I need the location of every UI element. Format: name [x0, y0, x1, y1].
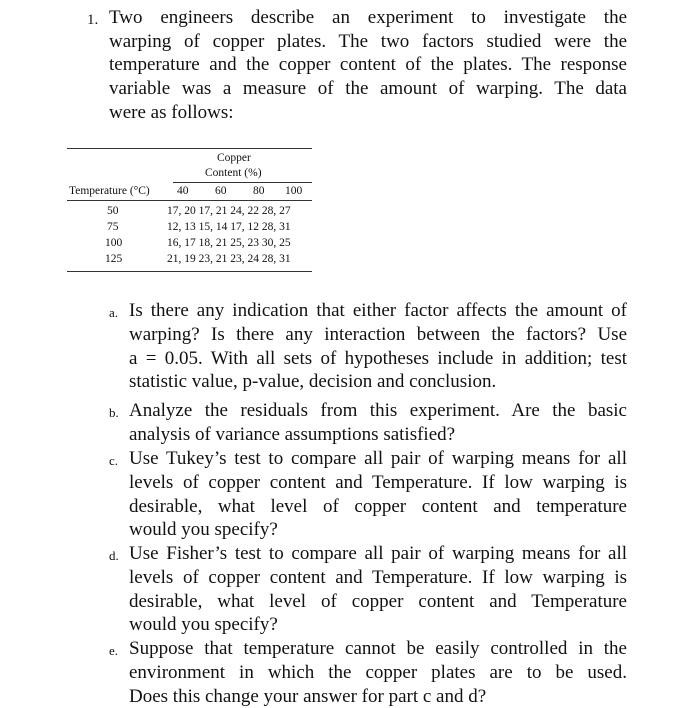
part-line: Suppose that temperature cannot be easily controlled in the	[129, 638, 627, 659]
part-line: Does this change your answer for part c and d?	[129, 685, 487, 707]
intro-line: warping of copper plates. The two factors studied were the	[109, 30, 627, 52]
table-row-temp: 100	[105, 237, 123, 249]
table-row-values: 16, 17 18, 21 25, 23 30, 25	[167, 237, 291, 249]
part-label-a: a.	[109, 305, 119, 320]
part-label-b: b.	[109, 405, 119, 420]
part-line: analysis of variance assumptions satisfied?	[129, 423, 456, 445]
table-row-temp: 50	[107, 205, 119, 217]
table-row-values: 21, 19 23, 21 23, 24 28, 31	[167, 253, 291, 265]
temperature-header: Temperature (°C)	[69, 185, 150, 197]
part-line: Analyze the residuals from this experiment. Are the basic	[129, 400, 627, 421]
column-header: 60	[215, 185, 227, 197]
part-line: Use Fisher’s test to compare all pair of warping means for all	[129, 543, 627, 564]
part-label-c: c.	[109, 453, 119, 468]
copper-header-unit: Content (%)	[205, 167, 262, 179]
table-top-rule	[67, 148, 312, 149]
part-line: warping? Is there any interaction between the factors? Use	[129, 323, 627, 345]
part-line: environment in which the copper plates are to be used.	[129, 661, 627, 683]
part-a	[129, 299, 627, 394]
table-bottom-rule	[67, 271, 312, 272]
table-row-temp: 75	[107, 221, 119, 233]
question-intro	[109, 6, 627, 125]
part-label-e: e.	[109, 643, 119, 658]
table-header-rule	[67, 200, 312, 201]
column-header: 40	[177, 185, 189, 197]
part-line: would you specify?	[129, 519, 278, 541]
part-label-d: d.	[109, 548, 119, 563]
part-line: Use Tukey’s test to compare all pair of warping means for all	[129, 448, 627, 469]
part-line: levels of copper content and Temperature. If low warping is	[129, 566, 627, 588]
intro-line: temperature and the copper content of the plates. The response	[109, 54, 627, 76]
intro-line: Two engineers describe an experiment to investigate the	[109, 7, 627, 28]
table-row-values: 12, 13 15, 14 17, 12 28, 31	[167, 221, 291, 233]
intro-line: were as follows:	[109, 101, 234, 123]
part-line: levels of copper content and Temperature. If low warping is	[129, 471, 627, 493]
part-line: desirable, what level of copper content and Temperature	[129, 590, 627, 612]
part-line: desirable, what level of copper content and temperature	[129, 495, 627, 517]
column-header: 80	[253, 185, 265, 197]
part-line: a = 0.05. With all sets of hypotheses include in addition; test	[129, 347, 627, 369]
column-header: 100	[285, 185, 303, 197]
part-line: Is there any indication that either factor affects the amount of	[129, 300, 627, 321]
copper-header: Copper	[217, 152, 251, 164]
part-d	[129, 542, 627, 637]
table-row-values: 17, 20 17, 21 24, 22 28, 27	[167, 205, 291, 217]
table-row-temp: 125	[105, 253, 123, 265]
part-line: would you specify?	[129, 614, 278, 636]
copper-header-rule	[173, 182, 312, 183]
part-c	[129, 447, 627, 542]
part-b	[129, 399, 627, 447]
part-e	[129, 637, 627, 708]
intro-line: variable was a measure of the amount of warping. The data	[109, 78, 627, 100]
part-line: statistic value, p-value, decision and conclusion.	[129, 371, 497, 393]
question-number: 1.	[87, 12, 99, 28]
